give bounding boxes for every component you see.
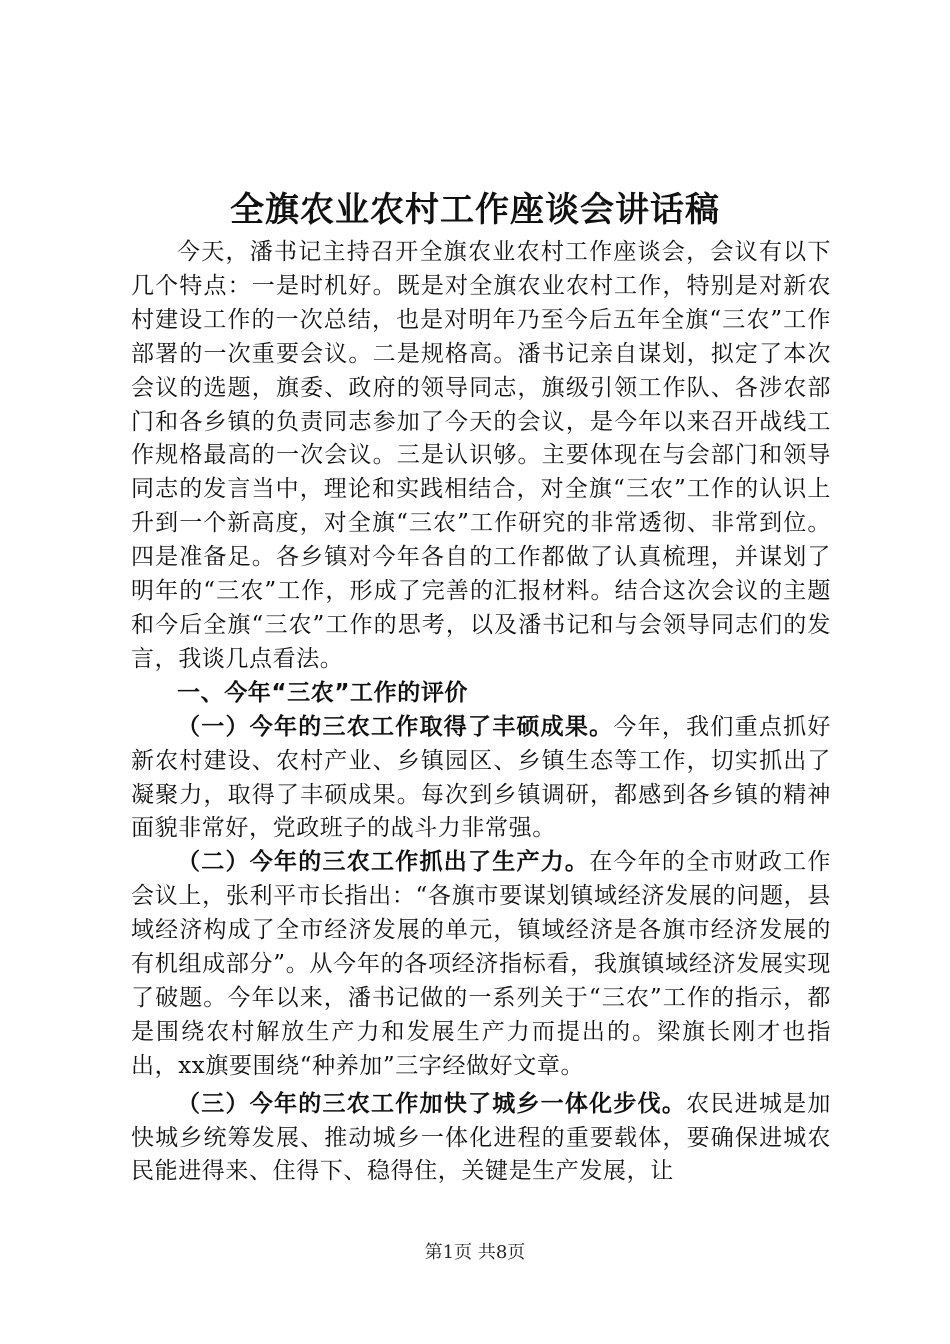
subsection-lead-1: （一）今年的三农工作取得了丰硕成果。 (177, 713, 614, 740)
document-body (131, 236, 831, 1189)
intro-paragraph: 今天，潘书记主持召开全旗农业农村工作座谈会，会议有以下几个特点：一是时机好。既是对全旗农业农村工作，特别是对新农村建设工作的一次总结，也是对明年乃至今后五年全旗“三农”工作部署的一次重要会议。二是规格高。潘书记亲自谋划，拟定了本次会议的选题，旗委、政府的领导同志，旗级引领工作队、各涉农部门和各乡镇的负责同志参加了今天的会议，是今年以来召开战线工作规格最高的一次会议。三是认识够。主要体现在与会部门和领导同志的发言当中，理论和实践相结合，对全旗“三农”工作的认识上升到一个新高度，对全旗“三农”工作研究的非常透彻、非常到位。四是准备足。各乡镇对今年各自的工作都做了认真梳理，并谋划了明年的“三农”工作，形成了完善的汇报材料。结合这次会议的主题和今后全旗“三农”工作的思考，以及潘书记和与会领导同志们的发言，我谈几点看法。 (131, 239, 831, 672)
subsection-lead-3: （三）今年的三农工作加快了城乡一体化步伐。 (177, 1090, 687, 1117)
subsection-text-2: 在今年的全市财政工作会议上，张利平市长指出：“各旗市要谋划镇域经济发展的问题，县域经济构成了全市经济发展的单元，镇域经济是各旗市经济发展的有机组成部分”。从今年的各项经济指标看，我旗镇域经济发展实现了破题。今年以来，潘书记做的一系列关于“三农”工作的指示，都是围绕农村解放生产力和发展生产力而提出的。梁旗长刚才也指出，xx旗要围绕“种养加”三字经做好文章。 (131, 849, 832, 1079)
subsection-paragraph-3 (131, 1088, 831, 1190)
subsection-text-1: 今年，我们重点抓好新农村建设、农村产业、乡镇园区、乡镇生态等工作，切实抓出了凝聚力，取得了丰硕成果。每次到乡镇调研，都感到各乡镇的精神面貌非常好，党政班子的战斗力非常强。 (131, 713, 831, 842)
subsection-paragraph-1 (131, 711, 831, 847)
page-footer: 第1页 共8页 (424, 1242, 526, 1263)
subsection-lead-2: （二）今年的三农工作抓出了生产力。 (177, 849, 590, 876)
subsection-paragraph-2 (131, 846, 831, 1083)
section-heading-1: 一、今年“三农”工作的评价 (177, 679, 469, 706)
subsection-text-3: 农民进城是加快城乡统筹发展、推动城乡一体化进程的重要载体，要确保进城农民能进得来、住得下、稳得住，关键是生产发展，让 (131, 1090, 831, 1185)
document-title: 全旗农业农村工作座谈会讲话稿 (230, 190, 720, 230)
